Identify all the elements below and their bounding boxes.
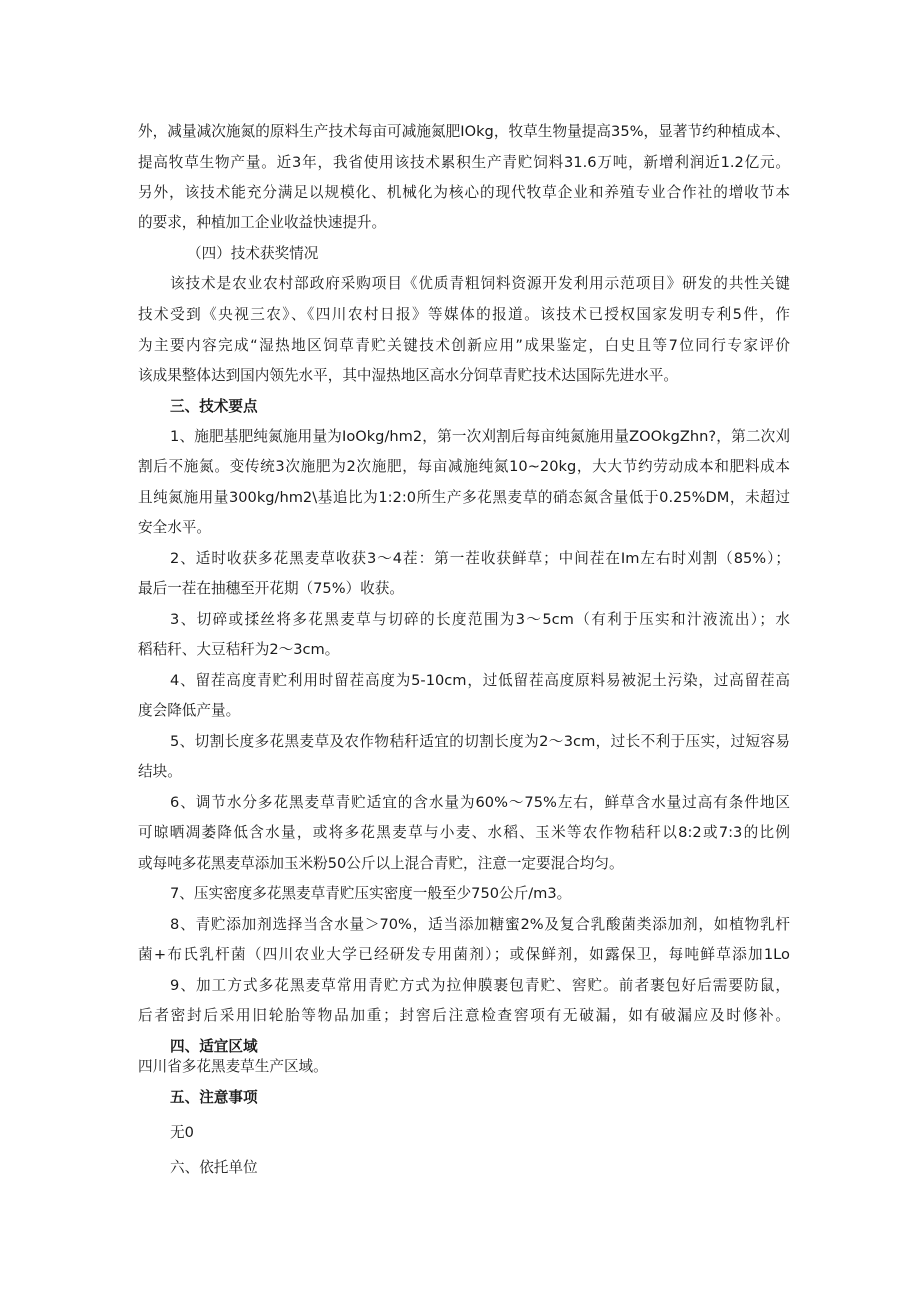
text-line: 稻秸秆、大豆秸秆为2～3cm。	[138, 641, 340, 658]
section-heading: 四、适宜区域	[170, 1038, 258, 1055]
text-line: 5、切割长度多花黑麦草及农作物秸秆适宜的切割长度为2～3cm，过长不利于压实，过短容易	[170, 733, 790, 750]
text-line: 且纯氮施用量300kg/hm2\基追比为1:2:0所生产多花黑麦草的硝态氮含量低于0.25%DM，未超过	[138, 489, 790, 506]
text-line: 3、切碎或揉丝将多花黑麦草与切碎的长度范围为3～5cm（有利于压实和汁液流出）；水	[170, 611, 790, 628]
text-line: 1、施肥基肥纯氮施用量为IoOkg/hm2，第一次刈割后每亩纯氮施用量ZOOkgZhn?，第二次刈	[170, 428, 790, 445]
section-heading: 五、注意事项	[170, 1089, 258, 1106]
text-line: 9、加工方式多花黑麦草常用青贮方式为拉伸膜裹包青贮、窖贮。前者裹包好后需要防鼠，	[170, 977, 790, 994]
text-line: 该技术是农业农村部政府采购项目《优质青粗饲料资源开发利用示范项目》研发的共性关键	[170, 275, 790, 292]
text-line: 最后一茬在抽穗至开花期（75%）收获。	[138, 580, 404, 597]
text-line: 菌+布氏乳杆菌（四川农业大学已经研发专用菌剂）；或保鲜剂，如露保卫，每吨鲜草添加1Lo	[138, 946, 790, 963]
text-line: 外，减量减次施氮的原料生产技术每亩可减施氮肥IOkg，牧草生物量提高35%，显著节约种植成本、	[138, 123, 790, 140]
text-line: 提高牧草生物产量。近3年，我省使用该技术累积生产青贮饲料31.6万吨，新增利润近1.2亿元。	[138, 154, 790, 171]
text-line: 安全水平。	[138, 519, 211, 536]
text-line: 4、留茬高度青贮利用时留茬高度为5-10cm，过低留茬高度原料易被泥土污染，过高留茬高	[170, 672, 790, 689]
text-line: 割后不施氮。变传统3次施肥为2次施肥，每亩减施纯氮10~20kg，大大节约劳动成本和肥料成本	[138, 458, 790, 475]
text-line: 或每吨多花黑麦草添加玉米粉50公斤以上混合青贮，注意一定要混合均匀。	[138, 855, 624, 872]
text-line: 的要求，种植加工企业收益快速提升。	[138, 214, 387, 231]
text-line: 结块。	[138, 763, 182, 780]
text-line: 另外，该技术能充分满足以规模化、机械化为核心的现代牧草企业和养殖专业合作社的增收节本	[138, 184, 790, 201]
text-line: 四川省多花黑麦草生产区域。	[138, 1058, 328, 1075]
text-line: 该成果整体达到国内领先水平，其中湿热地区高水分饲草青贮技术达国际先进水平。	[138, 367, 678, 384]
section-heading: 六、依托单位	[170, 1159, 258, 1176]
text-line: 技术受到《央视三农》、《四川农村日报》等媒体的报道。该技术已授权国家发明专利5件，作	[138, 306, 790, 323]
text-line: 可晾晒凋萎降低含水量，或将多花黑麦草与小麦、水稻、玉米等农作物秸秆以8:2或7:3的比例	[138, 824, 790, 841]
text-line: 后者密封后采用旧轮胎等物品加重；封窖后注意检查窖项有无破漏，如有破漏应及时修补。	[138, 1007, 790, 1024]
text-line: 7、压实密度多花黑麦草青贮压实密度一般至少750公斤/m3。	[170, 885, 572, 902]
text-line: 度会降低产量。	[138, 702, 241, 719]
section-subheading: （四）技术获奖情况	[187, 245, 319, 262]
text-line: 为主要内容完成“湿热地区饲草青贮关键技术创新应用”成果鉴定，白史且等7位同行专家评价	[138, 337, 790, 354]
text-line: 无0	[170, 1124, 194, 1141]
text-line: 8、青贮添加剂选择当含水量＞70%，适当添加糖蜜2%及复合乳酸菌类添加剂，如植物乳杆	[170, 916, 790, 933]
text-line: 2、适时收获多花黑麦草收获3～4茬：第一茬收获鲜草；中间茬在Im左右时刈割（85%）；	[170, 550, 790, 567]
text-line: 6、调节水分多花黑麦草青贮适宜的含水量为60%～75%左右，鲜草含水量过高有条件地区	[170, 794, 790, 811]
section-heading: 三、技术要点	[170, 398, 258, 415]
